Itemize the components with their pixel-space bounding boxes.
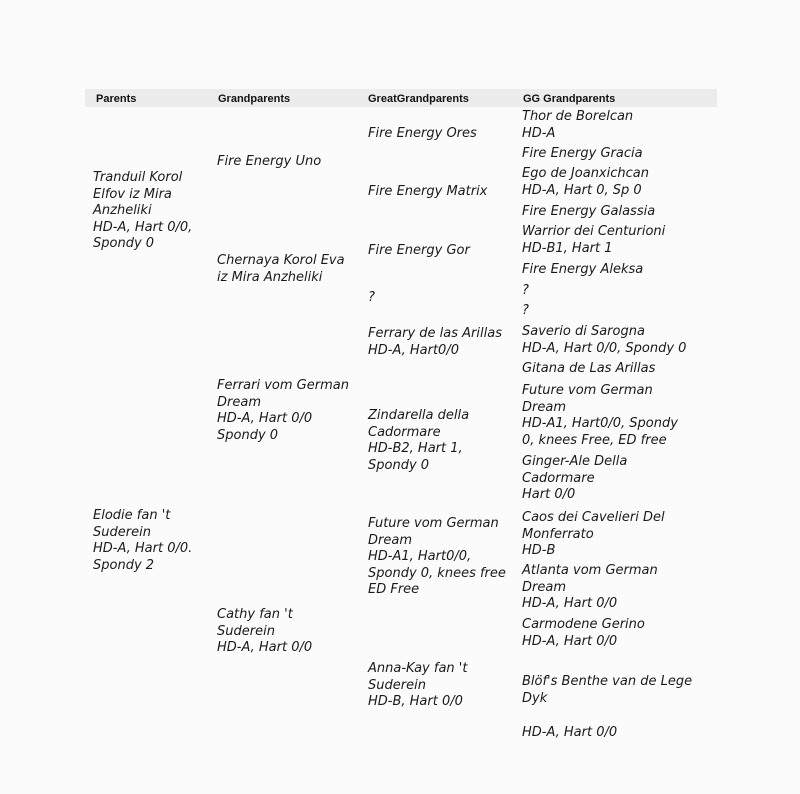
entry-line: Fire Energy Galassia — [522, 204, 656, 219]
entry-line: Chernaya Korol Eva — [217, 253, 345, 268]
entry-line: Anna-Kay fan 't — [368, 661, 468, 676]
great-grandparent-entry — [368, 516, 506, 599]
gg-grandparent-entry — [522, 510, 665, 560]
gg-grandparent-entry — [522, 617, 645, 650]
gg-grandparent-entry — [522, 109, 633, 142]
entry-line: Ferrari vom German — [217, 378, 349, 393]
entry-line: Hart 0/0 — [522, 487, 576, 502]
entry-line: Ego de Joanxichcan — [522, 166, 649, 181]
parent-entry — [93, 170, 192, 253]
gg-grandparent-entry — [522, 224, 665, 257]
entry-line: Fire Energy Matrix — [368, 184, 488, 199]
entry-line: HD-A, Hart0/0 — [368, 342, 459, 358]
entry-line: Fire Energy Uno — [217, 154, 322, 169]
gg-grandparent-entry — [522, 324, 686, 357]
entry-line: Gitana de Las Arillas — [522, 361, 656, 376]
entry-line: Fire Energy Aleksa — [522, 262, 644, 277]
gg-grandparent-entry — [522, 454, 627, 504]
entry-line: Dyk — [522, 690, 548, 706]
entry-line: Future vom German — [368, 516, 499, 531]
grandparent-entry — [217, 378, 349, 444]
entry-line: Spondy 0, knees free — [368, 565, 506, 581]
entry-line: ED Free — [368, 582, 420, 597]
entry-line: iz Mira Anzheliki — [217, 269, 323, 285]
great-grandparent-entry — [368, 326, 502, 359]
great-grandparent-entry — [368, 126, 477, 143]
entry-line: Dream — [217, 394, 261, 410]
gg-grandparent-entry — [522, 204, 655, 221]
entry-line: HD-A, Hart 0/0 — [522, 725, 618, 740]
entry-line: Monferrato — [522, 526, 594, 542]
entry-line: Dream — [522, 579, 566, 595]
entry-line: Suderein — [217, 623, 275, 639]
entry-line: HD-B2, Hart 1, — [368, 441, 463, 456]
entry-line: 0, knees Free, ED free — [522, 432, 667, 448]
entry-line: Ginger-Ale Della — [522, 454, 628, 469]
entry-line: Spondy 2 — [93, 557, 155, 573]
gg-grandparent-entry — [522, 725, 617, 742]
great-grandparent-entry — [368, 290, 375, 307]
entry-line: HD-B1, Hart 1 — [522, 240, 613, 256]
grandparent-entry — [217, 154, 321, 171]
entry-line: HD-A, Hart 0/0 — [522, 596, 618, 611]
great-grandparent-entry — [368, 243, 470, 260]
gg-grandparent-entry — [522, 563, 658, 613]
great-grandparent-entry — [368, 661, 467, 711]
gg-grandparent-entry — [522, 166, 649, 199]
entry-line: Cadormare — [368, 424, 441, 440]
gg-grandparent-entry — [522, 283, 529, 300]
entry-line: Fire Energy Gracia — [522, 146, 643, 161]
gg-grandparent-entry — [522, 383, 678, 449]
entry-line: Carmodene Gerino — [522, 617, 645, 632]
entry-line: Elfov iz Mira — [93, 186, 172, 202]
entry-line: Thor de Borelcan — [522, 109, 634, 124]
entry-line: Anzheliki — [93, 203, 152, 218]
entry-line: HD-B, Hart 0/0 — [368, 694, 463, 709]
entry-line: HD-A, Hart 0/0 — [217, 411, 313, 426]
gg-grandparent-entry — [522, 361, 655, 378]
entry-line: HD-A, Hart 0/0 — [522, 633, 618, 649]
entry-line: Spondy 0 — [217, 427, 279, 443]
grandparent-entry — [217, 607, 312, 657]
entry-line: Suderein — [368, 677, 426, 693]
entry-line: Spondy 0 — [93, 236, 155, 251]
entry-line: ? — [522, 283, 529, 298]
header-gg-grandparents: GG Grandparents — [523, 93, 616, 105]
entry-line: HD-A1, Hart0/0, — [368, 549, 472, 564]
entry-line: Atlanta vom German — [522, 563, 658, 578]
entry-line: Fire Energy Gor — [368, 243, 470, 258]
entry-line: Dream — [522, 399, 566, 415]
entry-line: HD-A — [522, 125, 556, 141]
entry-line: Future vom German — [522, 383, 653, 398]
entry-line: Cadormare — [522, 470, 595, 486]
header-great-grandparents: GreatGrandparents — [368, 93, 469, 105]
entry-line: Suderein — [93, 524, 151, 540]
entry-line: ? — [368, 290, 375, 305]
gg-grandparent-entry — [522, 146, 643, 163]
entry-line: HD-A1, Hart0/0, Spondy — [522, 416, 678, 431]
entry-line: Fire Energy Ores — [368, 126, 477, 141]
gg-grandparent-entry — [522, 303, 529, 320]
entry-line: HD-B — [522, 543, 556, 558]
entry-line: Caos dei Cavelieri Del — [522, 510, 665, 525]
entry-line: HD-A, Hart 0/0 — [217, 640, 313, 655]
entry-line: Warrior dei Centurioni — [522, 224, 666, 239]
entry-line: Elodie fan 't — [93, 508, 171, 523]
entry-line: HD-A, Hart 0/0, Spondy 0 — [522, 340, 687, 356]
entry-line: Saverio di Sarogna — [522, 324, 645, 339]
header-grandparents: Grandparents — [218, 93, 291, 105]
entry-line: Cathy fan 't — [217, 607, 293, 622]
entry-line: Tranduil Korol — [93, 170, 183, 185]
entry-line: HD-A, Hart 0/0, — [93, 219, 193, 235]
grandparent-entry — [217, 253, 345, 286]
entry-line: Spondy 0 — [368, 457, 430, 473]
entry-line: Ferrary de las Arillas — [368, 326, 502, 341]
great-grandparent-entry — [368, 408, 469, 474]
great-grandparent-entry — [368, 184, 487, 201]
entry-line: ? — [522, 303, 529, 318]
gg-grandparent-entry — [522, 262, 643, 279]
entry-line: HD-A, Hart 0/0. — [93, 541, 193, 556]
entry-line: HD-A, Hart 0, Sp 0 — [522, 182, 642, 198]
header-parents: Parents — [96, 93, 137, 105]
entry-line: Blöf's Benthe van de Lege — [522, 674, 693, 689]
entry-line: Zindarella della — [368, 408, 470, 423]
parent-entry — [93, 508, 192, 574]
gg-grandparent-entry — [522, 674, 692, 707]
entry-line: Dream — [368, 532, 412, 548]
